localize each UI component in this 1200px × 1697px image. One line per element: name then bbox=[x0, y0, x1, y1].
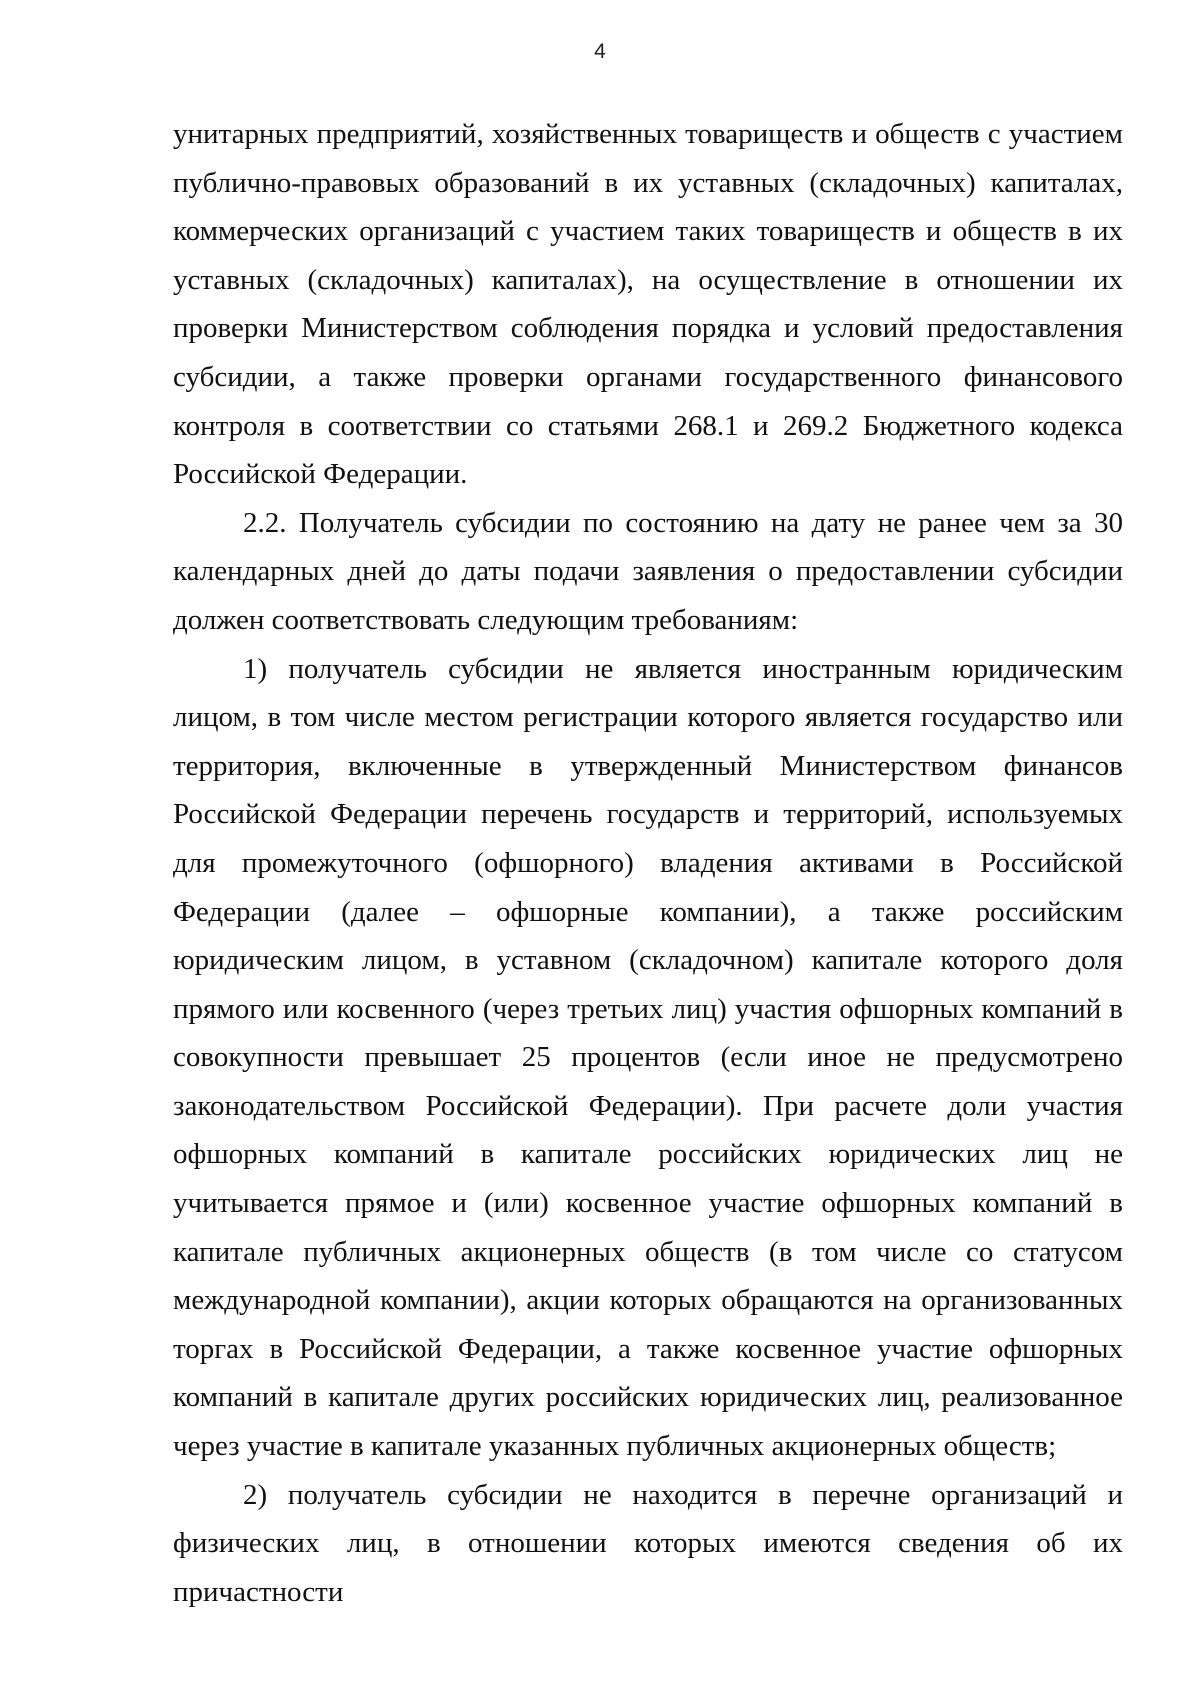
document-body bbox=[173, 110, 1123, 1616]
paragraph-2-2: 2.2. Получатель субсидии по состоянию на дату не ранее чем за 30 календарных дней до даты подачи заявления о предоставлении субсидии должен соответствовать следующим требованиям: bbox=[173, 506, 1123, 636]
paragraph-item-2: 2) получатель субсидии не находится в перечне организаций и физических лиц, в отношении которых имеются сведения об их причастности bbox=[173, 1478, 1123, 1608]
page-number: 4 bbox=[594, 40, 606, 63]
paragraph-item-1: 1) получатель субсидии не является иностранным юридическим лицом, в том числе местом регистрации которого является государство или территория, включенные в утвержденный Министерством финансов Российской Федерации перечень государств и территорий, используемых для промежуточного (офшорного) владения активами в Российской Федерации (далее – офшорные компании), а также российским юридическим лицом, в уставном (складочном) капитале которого доля прямого или косвенного (через третьих лиц) участия офшорных компаний в совокупности превышает 25 процентов (если иное не предусмотрено законодательством Российской Федерации). При расчете доли участия офшорных компаний в капитале российских юридических лиц не учитывается прямое и (или) косвенное участие офшорных компаний в капитале публичных акционерных обществ (в том числе со статусом международной компании), акции которых обращаются на организованных торгах в Российской Федерации, а также косвенное участие офшорных компаний в капитале других российских юридических лиц, реализованное через участие в капитале указанных публичных акционерных обществ; bbox=[173, 652, 1123, 1463]
paragraph-continuation: унитарных предприятий, хозяйственных товариществ и обществ с участием публично-правовых образований в их уставных (складочных) капиталах, коммерческих организаций с участием таких товариществ и обществ в их уставных (складочных) капиталах), на осуществление в отношении их проверки Министерством соблюдения порядка и условий предоставления субсидии, а также проверки органами государственного финансового контроля в соответствии со статьями 268.1 и 269.2 Бюджетного кодекса Российской Федерации. bbox=[173, 118, 1123, 491]
